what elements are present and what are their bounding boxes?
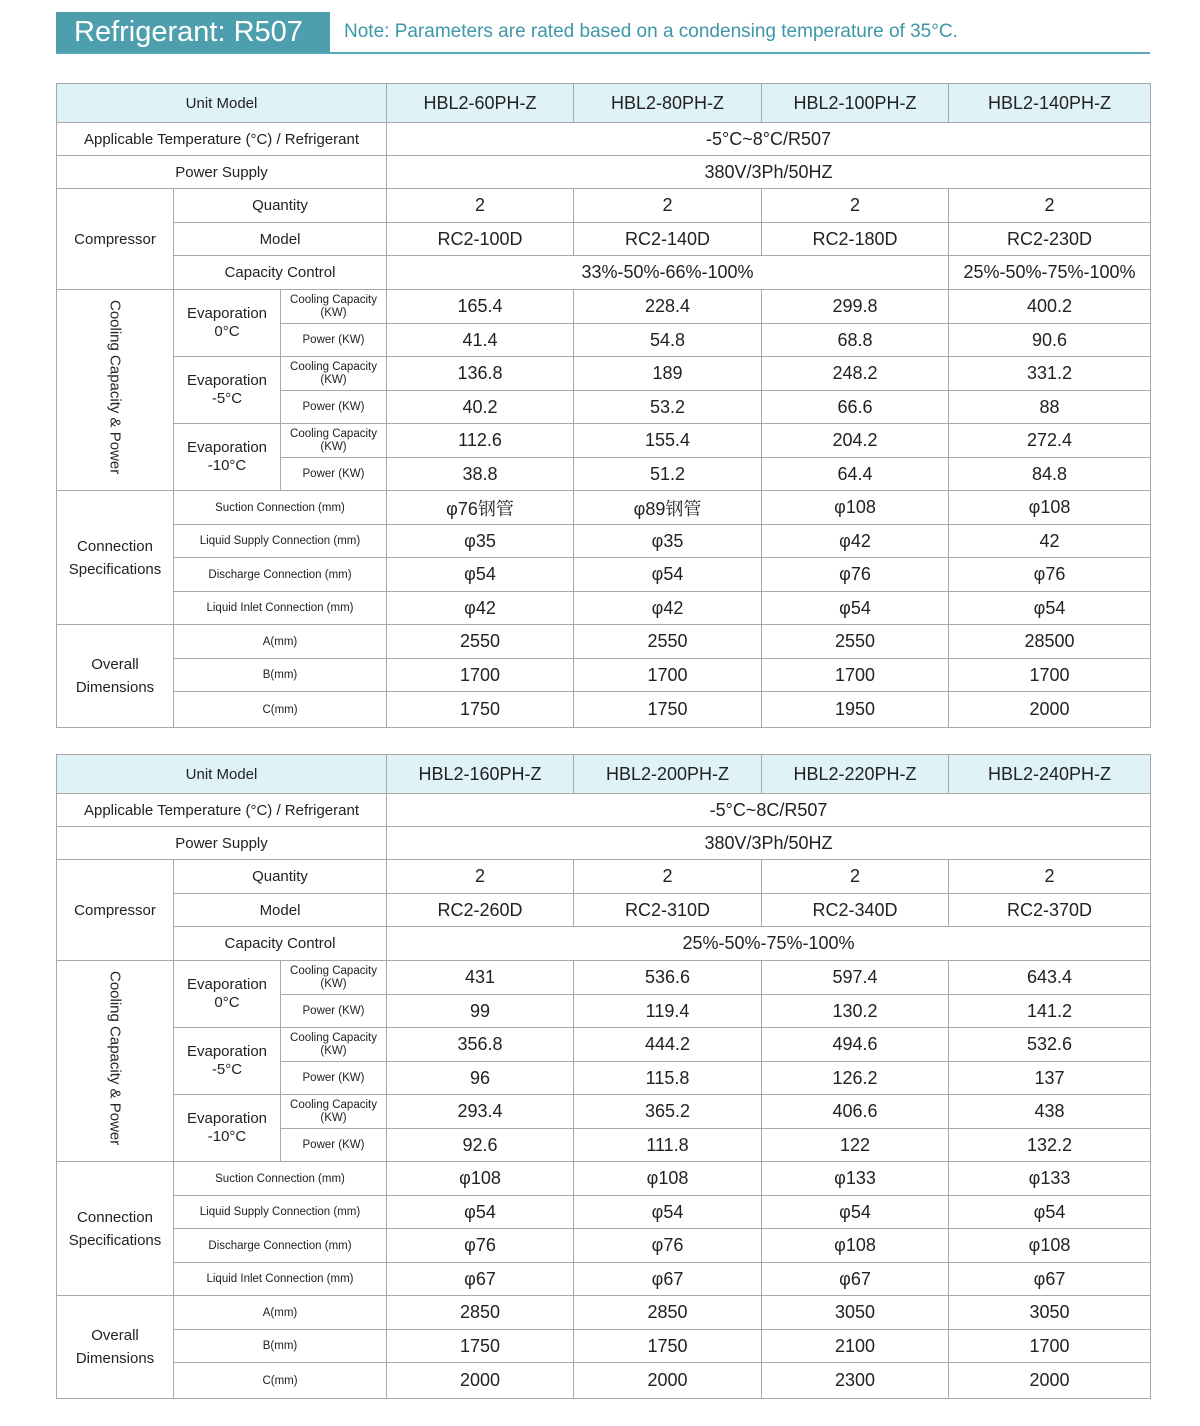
model-cell: HBL2-140PH-Z bbox=[949, 84, 1151, 123]
data-cell: φ76钢管 bbox=[387, 491, 574, 525]
page-header bbox=[56, 12, 1150, 54]
data-cell: 126.2 bbox=[762, 1062, 949, 1095]
data-cell: 248.2 bbox=[762, 357, 949, 391]
capacity-control-cell: 25%-50%-75%-100% bbox=[387, 927, 1151, 961]
quantity-cell: 2 bbox=[387, 189, 574, 223]
data-cell: 141.2 bbox=[949, 995, 1151, 1028]
data-cell: 406.6 bbox=[762, 1095, 949, 1129]
table-row bbox=[57, 692, 1151, 728]
model-cell: HBL2-160PH-Z bbox=[387, 755, 574, 794]
compressor-model-cell: RC2-340D bbox=[762, 894, 949, 927]
data-cell: 1750 bbox=[574, 1330, 762, 1363]
data-cell: 444.2 bbox=[574, 1028, 762, 1062]
table-row bbox=[57, 1263, 1151, 1296]
data-cell: 299.8 bbox=[762, 290, 949, 324]
data-cell: 54.8 bbox=[574, 324, 762, 357]
table-row bbox=[57, 256, 1151, 290]
unit-model-label: Unit Model bbox=[57, 84, 387, 123]
table-row bbox=[57, 357, 1151, 391]
data-cell: 532.6 bbox=[949, 1028, 1151, 1062]
applicable-temp-label: Applicable Temperature (°C) / Refrigerant bbox=[57, 123, 387, 156]
evap-m5-label: Evaporation -5°C bbox=[174, 1028, 281, 1095]
dim-a-label: A(mm) bbox=[174, 1296, 387, 1330]
table-row bbox=[57, 525, 1151, 558]
table-row bbox=[57, 1363, 1151, 1399]
suction-label: Suction Connection (mm) bbox=[174, 1162, 387, 1196]
data-cell: 331.2 bbox=[949, 357, 1151, 391]
table-row bbox=[57, 1296, 1151, 1330]
evap-0-label: Evaporation 0°C bbox=[174, 290, 281, 357]
data-cell: φ54 bbox=[387, 1196, 574, 1229]
data-cell: φ54 bbox=[762, 592, 949, 625]
table-row bbox=[57, 223, 1151, 256]
data-cell: φ67 bbox=[949, 1263, 1151, 1296]
data-cell: 365.2 bbox=[574, 1095, 762, 1129]
data-cell: 53.2 bbox=[574, 391, 762, 424]
data-cell: 165.4 bbox=[387, 290, 574, 324]
data-cell: 1700 bbox=[574, 659, 762, 692]
liquid-inlet-label: Liquid Inlet Connection (mm) bbox=[174, 1263, 387, 1296]
capacity-control-label: Capacity Control bbox=[174, 927, 387, 961]
cooling-group-text: Cooling Capacity & Power bbox=[106, 971, 124, 1146]
data-cell: 272.4 bbox=[949, 424, 1151, 458]
compressor-model-cell: RC2-180D bbox=[762, 223, 949, 256]
table-row bbox=[57, 558, 1151, 592]
data-cell: φ42 bbox=[574, 592, 762, 625]
page-title: Refrigerant: R507 bbox=[56, 12, 330, 52]
data-cell: 122 bbox=[762, 1129, 949, 1162]
model-cell: HBL2-60PH-Z bbox=[387, 84, 574, 123]
table-row bbox=[57, 189, 1151, 223]
data-cell: 41.4 bbox=[387, 324, 574, 357]
data-cell: 536.6 bbox=[574, 961, 762, 995]
applicable-temp-value: -5°C~8°C/R507 bbox=[387, 123, 1151, 156]
liquid-supply-label: Liquid Supply Connection (mm) bbox=[174, 1196, 387, 1229]
model-label: Model bbox=[174, 223, 387, 256]
table-row bbox=[57, 1162, 1151, 1196]
liquid-inlet-label: Liquid Inlet Connection (mm) bbox=[174, 592, 387, 625]
model-cell: HBL2-220PH-Z bbox=[762, 755, 949, 794]
data-cell: 293.4 bbox=[387, 1095, 574, 1129]
data-cell: φ42 bbox=[387, 592, 574, 625]
data-cell: φ67 bbox=[762, 1263, 949, 1296]
data-cell: 2000 bbox=[574, 1363, 762, 1399]
quantity-cell: 2 bbox=[762, 189, 949, 223]
unit-model-label: Unit Model bbox=[57, 755, 387, 794]
data-cell: φ108 bbox=[949, 491, 1151, 525]
dimensions-group-label: Overall Dimensions bbox=[57, 1296, 174, 1399]
spec-table-1 bbox=[56, 83, 1151, 728]
table-row bbox=[57, 659, 1151, 692]
power-supply-value: 380V/3Ph/50HZ bbox=[387, 156, 1151, 189]
power-supply-label: Power Supply bbox=[57, 156, 387, 189]
cooling-capacity-label: Cooling Capacity (KW) bbox=[281, 1095, 387, 1129]
data-cell: 84.8 bbox=[949, 458, 1151, 491]
compressor-model-cell: RC2-370D bbox=[949, 894, 1151, 927]
data-cell: 356.8 bbox=[387, 1028, 574, 1062]
evap-m5-label: Evaporation -5°C bbox=[174, 357, 281, 424]
data-cell: 431 bbox=[387, 961, 574, 995]
spec-table-2 bbox=[56, 754, 1151, 1399]
data-cell: 1700 bbox=[762, 659, 949, 692]
table-row bbox=[57, 794, 1151, 827]
data-cell: φ35 bbox=[387, 525, 574, 558]
data-cell: φ42 bbox=[762, 525, 949, 558]
data-cell: 1750 bbox=[574, 692, 762, 728]
data-cell: 2100 bbox=[762, 1330, 949, 1363]
data-cell: 2850 bbox=[387, 1296, 574, 1330]
table-row bbox=[57, 755, 1151, 794]
table-row bbox=[57, 424, 1151, 458]
cooling-capacity-label: Cooling Capacity (KW) bbox=[281, 424, 387, 458]
data-cell: φ133 bbox=[949, 1162, 1151, 1196]
cooling-capacity-label: Cooling Capacity (KW) bbox=[281, 290, 387, 324]
data-cell: 88 bbox=[949, 391, 1151, 424]
capacity-control-label: Capacity Control bbox=[174, 256, 387, 290]
data-cell: 204.2 bbox=[762, 424, 949, 458]
quantity-label: Quantity bbox=[174, 860, 387, 894]
data-cell: 3050 bbox=[949, 1296, 1151, 1330]
suction-label: Suction Connection (mm) bbox=[174, 491, 387, 525]
dim-b-label: B(mm) bbox=[174, 659, 387, 692]
data-cell: 494.6 bbox=[762, 1028, 949, 1062]
data-cell: 119.4 bbox=[574, 995, 762, 1028]
dim-c-label: C(mm) bbox=[174, 1363, 387, 1399]
compressor-model-cell: RC2-140D bbox=[574, 223, 762, 256]
compressor-model-cell: RC2-230D bbox=[949, 223, 1151, 256]
data-cell: 92.6 bbox=[387, 1129, 574, 1162]
data-cell: φ54 bbox=[949, 592, 1151, 625]
table-row bbox=[57, 123, 1151, 156]
quantity-cell: 2 bbox=[574, 189, 762, 223]
cooling-capacity-label: Cooling Capacity (KW) bbox=[281, 357, 387, 391]
model-cell: HBL2-80PH-Z bbox=[574, 84, 762, 123]
evap-m10-label: Evaporation -10°C bbox=[174, 1095, 281, 1162]
data-cell: 2300 bbox=[762, 1363, 949, 1399]
data-cell: 3050 bbox=[762, 1296, 949, 1330]
data-cell: 2000 bbox=[387, 1363, 574, 1399]
table-row bbox=[57, 961, 1151, 995]
data-cell: φ54 bbox=[949, 1196, 1151, 1229]
data-cell: φ76 bbox=[574, 1229, 762, 1263]
data-cell: 132.2 bbox=[949, 1129, 1151, 1162]
data-cell: 51.2 bbox=[574, 458, 762, 491]
connection-group-label: Connection Specifications bbox=[57, 491, 174, 625]
discharge-label: Discharge Connection (mm) bbox=[174, 558, 387, 592]
data-cell: 66.6 bbox=[762, 391, 949, 424]
data-cell: 2000 bbox=[949, 1363, 1151, 1399]
data-cell: φ67 bbox=[574, 1263, 762, 1296]
data-cell: φ89钢管 bbox=[574, 491, 762, 525]
data-cell: φ54 bbox=[574, 558, 762, 592]
data-cell: 90.6 bbox=[949, 324, 1151, 357]
dimensions-group-label: Overall Dimensions bbox=[57, 625, 174, 728]
data-cell: 136.8 bbox=[387, 357, 574, 391]
cooling-group-text: Cooling Capacity & Power bbox=[106, 300, 124, 475]
power-kw-label: Power (KW) bbox=[281, 1062, 387, 1095]
table-row bbox=[57, 156, 1151, 189]
table-row bbox=[57, 927, 1151, 961]
quantity-label: Quantity bbox=[174, 189, 387, 223]
table-row bbox=[57, 894, 1151, 927]
data-cell: 2550 bbox=[387, 625, 574, 659]
cooling-capacity-label: Cooling Capacity (KW) bbox=[281, 961, 387, 995]
model-cell: HBL2-240PH-Z bbox=[949, 755, 1151, 794]
data-cell: 1700 bbox=[387, 659, 574, 692]
power-kw-label: Power (KW) bbox=[281, 995, 387, 1028]
data-cell: φ76 bbox=[387, 1229, 574, 1263]
power-supply-value: 380V/3Ph/50HZ bbox=[387, 827, 1151, 860]
data-cell: φ67 bbox=[387, 1263, 574, 1296]
data-cell: 130.2 bbox=[762, 995, 949, 1028]
connection-group-label: Connection Specifications bbox=[57, 1162, 174, 1296]
table-row bbox=[57, 1095, 1151, 1129]
data-cell: 68.8 bbox=[762, 324, 949, 357]
data-cell: 1950 bbox=[762, 692, 949, 728]
data-cell: φ108 bbox=[762, 1229, 949, 1263]
table-row bbox=[57, 625, 1151, 659]
data-cell: φ108 bbox=[949, 1229, 1151, 1263]
model-cell: HBL2-200PH-Z bbox=[574, 755, 762, 794]
dim-a-label: A(mm) bbox=[174, 625, 387, 659]
table-row bbox=[57, 84, 1151, 123]
table-row bbox=[57, 1028, 1151, 1062]
data-cell: φ76 bbox=[949, 558, 1151, 592]
data-cell: 155.4 bbox=[574, 424, 762, 458]
data-cell: φ108 bbox=[387, 1162, 574, 1196]
data-cell: 38.8 bbox=[387, 458, 574, 491]
data-cell: 1750 bbox=[387, 1330, 574, 1363]
liquid-supply-label: Liquid Supply Connection (mm) bbox=[174, 525, 387, 558]
table-row bbox=[57, 592, 1151, 625]
table-row bbox=[57, 1196, 1151, 1229]
model-label: Model bbox=[174, 894, 387, 927]
data-cell: φ133 bbox=[762, 1162, 949, 1196]
quantity-cell: 2 bbox=[387, 860, 574, 894]
dim-c-label: C(mm) bbox=[174, 692, 387, 728]
data-cell: 189 bbox=[574, 357, 762, 391]
power-kw-label: Power (KW) bbox=[281, 391, 387, 424]
compressor-label: Compressor bbox=[57, 860, 174, 961]
data-cell: 99 bbox=[387, 995, 574, 1028]
data-cell: 1700 bbox=[949, 1330, 1151, 1363]
data-cell: 64.4 bbox=[762, 458, 949, 491]
cooling-capacity-label: Cooling Capacity (KW) bbox=[281, 1028, 387, 1062]
data-cell: 643.4 bbox=[949, 961, 1151, 995]
data-cell: φ54 bbox=[762, 1196, 949, 1229]
compressor-model-cell: RC2-260D bbox=[387, 894, 574, 927]
capacity-control-cell: 25%-50%-75%-100% bbox=[949, 256, 1151, 290]
quantity-cell: 2 bbox=[949, 189, 1151, 223]
data-cell: 115.8 bbox=[574, 1062, 762, 1095]
power-kw-label: Power (KW) bbox=[281, 1129, 387, 1162]
cooling-group-label bbox=[57, 961, 174, 1162]
data-cell: φ76 bbox=[762, 558, 949, 592]
table-row bbox=[57, 491, 1151, 525]
table-row bbox=[57, 290, 1151, 324]
dim-b-label: B(mm) bbox=[174, 1330, 387, 1363]
data-cell: 228.4 bbox=[574, 290, 762, 324]
data-cell: 438 bbox=[949, 1095, 1151, 1129]
compressor-model-cell: RC2-100D bbox=[387, 223, 574, 256]
data-cell: 2850 bbox=[574, 1296, 762, 1330]
capacity-control-cell: 33%-50%-66%-100% bbox=[387, 256, 949, 290]
applicable-temp-label: Applicable Temperature (°C) / Refrigerant bbox=[57, 794, 387, 827]
data-cell: 2550 bbox=[574, 625, 762, 659]
data-cell: 40.2 bbox=[387, 391, 574, 424]
discharge-label: Discharge Connection (mm) bbox=[174, 1229, 387, 1263]
table-row bbox=[57, 1229, 1151, 1263]
quantity-cell: 2 bbox=[949, 860, 1151, 894]
table-row bbox=[57, 827, 1151, 860]
data-cell: 2000 bbox=[949, 692, 1151, 728]
applicable-temp-value: -5°C~8C/R507 bbox=[387, 794, 1151, 827]
data-cell: φ108 bbox=[574, 1162, 762, 1196]
evap-m10-label: Evaporation -10°C bbox=[174, 424, 281, 491]
data-cell: 111.8 bbox=[574, 1129, 762, 1162]
data-cell: φ35 bbox=[574, 525, 762, 558]
header-note: Note: Parameters are rated based on a condensing temperature of 35°C. bbox=[344, 21, 958, 42]
data-cell: φ54 bbox=[387, 558, 574, 592]
power-kw-label: Power (KW) bbox=[281, 324, 387, 357]
data-cell: 1750 bbox=[387, 692, 574, 728]
data-cell: φ108 bbox=[762, 491, 949, 525]
cooling-group-label bbox=[57, 290, 174, 491]
table-row bbox=[57, 860, 1151, 894]
quantity-cell: 2 bbox=[762, 860, 949, 894]
compressor-label: Compressor bbox=[57, 189, 174, 290]
data-cell: 112.6 bbox=[387, 424, 574, 458]
data-cell: 400.2 bbox=[949, 290, 1151, 324]
quantity-cell: 2 bbox=[574, 860, 762, 894]
compressor-model-cell: RC2-310D bbox=[574, 894, 762, 927]
data-cell: 137 bbox=[949, 1062, 1151, 1095]
power-kw-label: Power (KW) bbox=[281, 458, 387, 491]
data-cell: 2550 bbox=[762, 625, 949, 659]
data-cell: 42 bbox=[949, 525, 1151, 558]
data-cell: 1700 bbox=[949, 659, 1151, 692]
data-cell: 28500 bbox=[949, 625, 1151, 659]
power-supply-label: Power Supply bbox=[57, 827, 387, 860]
model-cell: HBL2-100PH-Z bbox=[762, 84, 949, 123]
data-cell: 597.4 bbox=[762, 961, 949, 995]
data-cell: 96 bbox=[387, 1062, 574, 1095]
data-cell: φ54 bbox=[574, 1196, 762, 1229]
evap-0-label: Evaporation 0°C bbox=[174, 961, 281, 1028]
table-row bbox=[57, 1330, 1151, 1363]
